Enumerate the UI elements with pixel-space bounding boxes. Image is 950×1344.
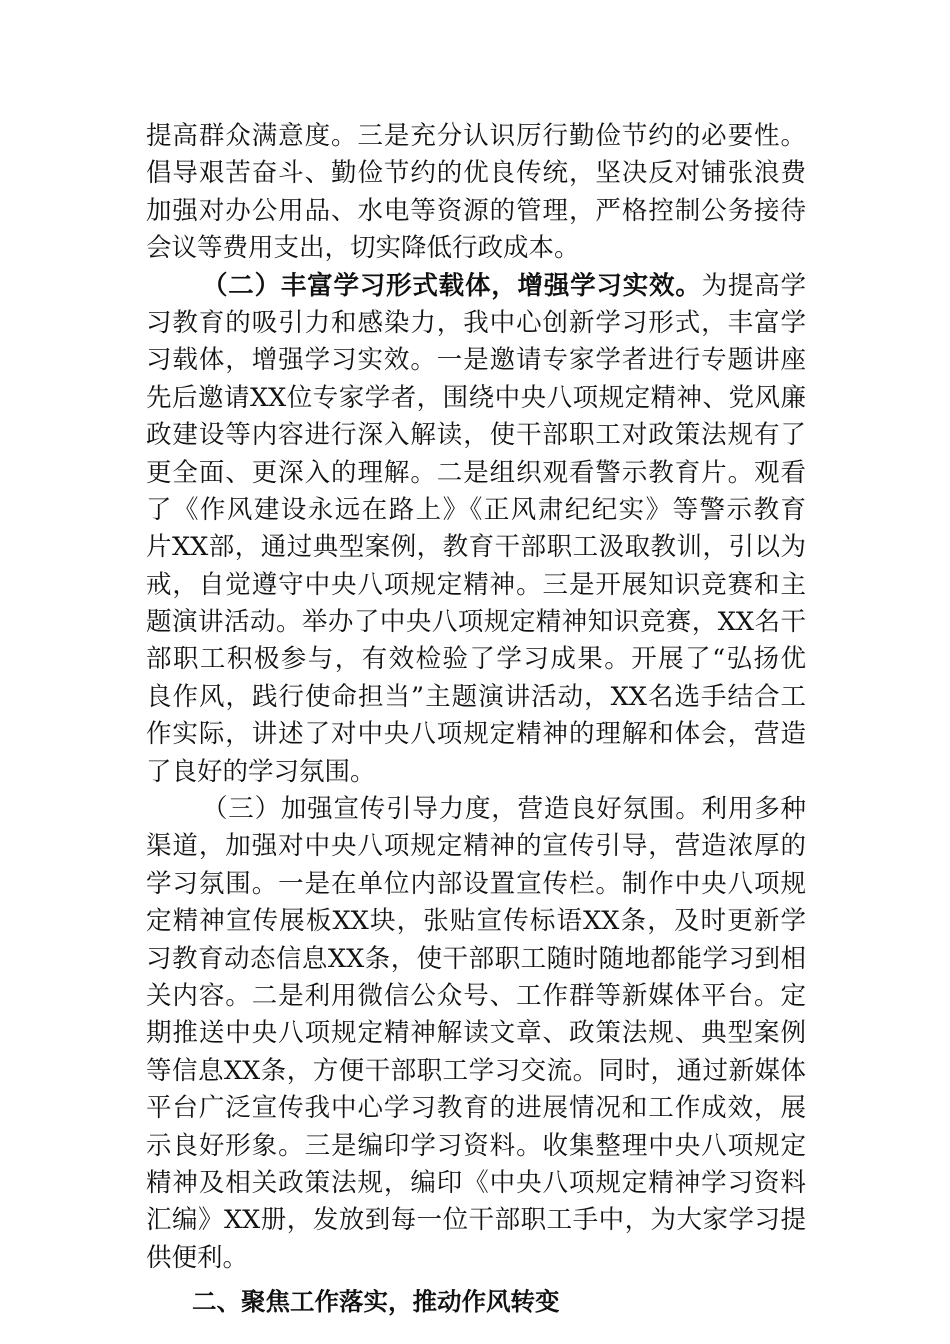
- text-line: 会议等费用支出，切实降低行政成本。: [146, 233, 580, 264]
- text-line: （三）加强宣传引导力度，营造良好氛围。利用多种: [202, 794, 806, 825]
- text-line: 部职工积极参与，有效检验了学习成果。开展了“弘扬优: [146, 644, 806, 675]
- text-line: 更全面、更深入的理解。二是组织观看警示教育片。观看: [146, 457, 806, 488]
- text-line: 平台广泛宣传我中心学习教育的进展情况和工作成效，展: [146, 1093, 806, 1124]
- text-line: 政建设等内容进行深入解读，使干部职工对政策法规有了: [146, 420, 806, 451]
- text-line: 精神及相关政策法规，编印《中央八项规定精神学习资料: [146, 1167, 806, 1198]
- text-line: 渠道，加强对中央八项规定精神的宣传引导，营造浓厚的: [146, 831, 806, 862]
- text-line: 示良好形象。三是编印学习资料。收集整理中央八项规定: [146, 1130, 806, 1161]
- text-line: 等信息XX条，方便干部职工学习交流。同时，通过新媒体: [146, 1055, 806, 1086]
- paragraph-1: [146, 118, 806, 268]
- text-line: 习载体，增强学习实效。一是邀请专家学者进行专题讲座: [146, 345, 806, 376]
- text-line: 期推送中央八项规定精神解读文章、政策法规、典型案例: [146, 1018, 806, 1049]
- text-line: 倡导艰苦奋斗、勤俭节约的优良传统，坚决反对铺张浪费: [146, 158, 806, 189]
- text-span: 为提高学: [701, 270, 806, 301]
- text-line: 供便利。: [146, 1242, 249, 1273]
- text-line: 提高群众满意度。三是充分认识厉行勤俭节约的必要性。: [146, 121, 806, 151]
- text-line: 学习氛围。一是在单位内部设置宣传栏。制作中央八项规: [146, 868, 806, 899]
- text-line: 定精神宣传展板XX块，张贴宣传标语XX条，及时更新学: [146, 906, 806, 937]
- section-heading: 二、聚焦工作落实，推动作风转变: [192, 1287, 560, 1317]
- text-line: 加强对办公用品、水电等资源的管理，严格控制公务接待: [146, 195, 806, 226]
- text-line: 良作风，践行使命担当”主题演讲活动，XX名选手结合工: [146, 681, 806, 712]
- text-line: 片XX部，通过典型案例，教育干部职工汲取教训，引以为: [146, 532, 806, 563]
- text-line: 关内容。二是利用微信公众号、工作群等新媒体平台。定: [146, 980, 806, 1011]
- text-line: 了良好的学习氛围。: [146, 756, 376, 787]
- text-line: 习教育动态信息XX条，使干部职工随时随地都能学习到相: [146, 943, 806, 974]
- section-subheading: （二）丰富学习形式载体，增强学习实效。: [202, 270, 702, 301]
- paragraph-3: [146, 791, 806, 1277]
- text-line: 先后邀请XX位专家学者，围绕中央八项规定精神、党风廉: [146, 382, 806, 413]
- text-line: 戒，自觉遵守中央八项规定精神。三是开展知识竞赛和主: [146, 569, 806, 600]
- text-line: 作实际，讲述了对中央八项规定精神的理解和体会，营造: [146, 719, 806, 750]
- paragraph-2: [146, 268, 806, 791]
- text-line: 习教育的吸引力和感染力，我中心创新学习形式，丰富学: [146, 307, 806, 338]
- text-line: 汇编》XX册，发放到每一位干部职工手中，为大家学习提: [146, 1205, 806, 1236]
- text-line: [146, 268, 806, 305]
- text-line: 了《作风建设永远在路上》《正风肃纪纪实》等警示教育: [146, 494, 806, 525]
- text-line: 题演讲活动。举办了中央八项规定精神知识竞赛，XX名干: [146, 607, 806, 638]
- document-page: [146, 118, 806, 1321]
